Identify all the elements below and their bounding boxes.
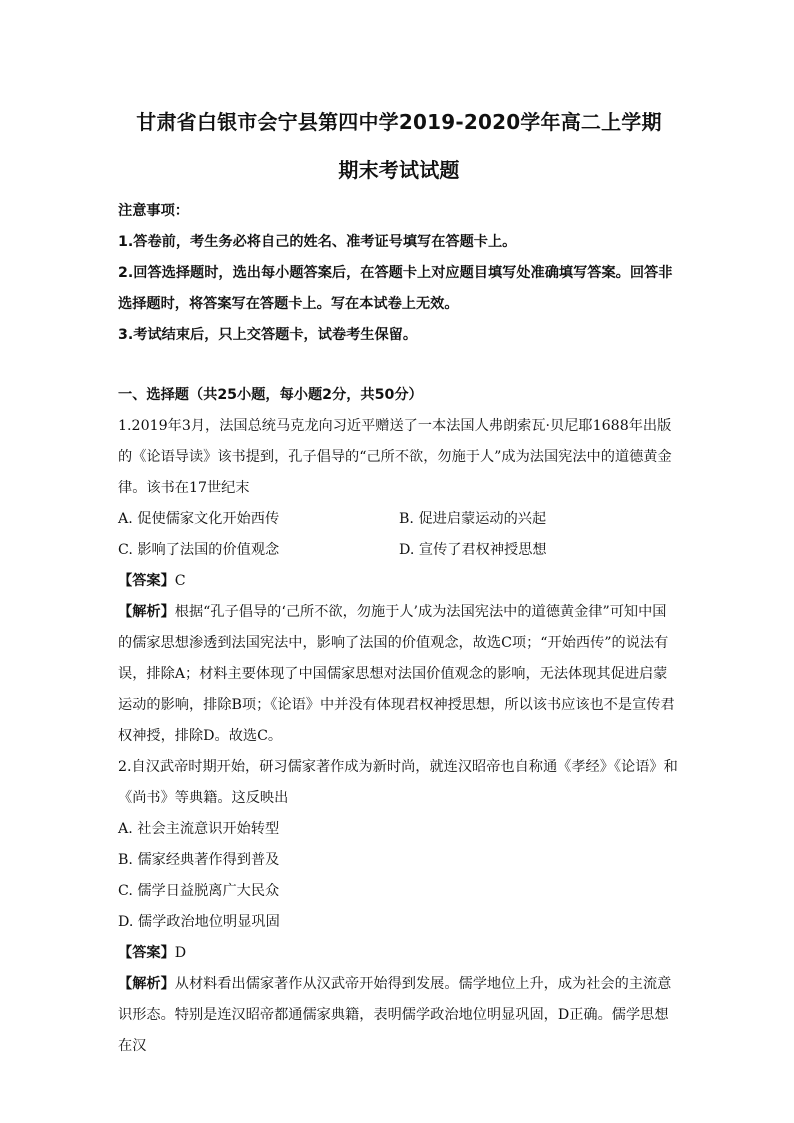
document-title-line1: 甘肃省白银市会宁县第四中学2019-2020学年高二上学期 — [136, 110, 662, 134]
question-2-stem: 2.自汉武帝时期开始，研习儒家著作成为新时尚，就连汉昭帝也自称通《孝经》《论语》和《尚书》等典籍。这反映出 — [118, 759, 678, 806]
question-2-option-d: D. 儒学政治地位明显巩固 — [118, 914, 280, 930]
question-2-option-c: C. 儒学日益脱离广大民众 — [118, 883, 280, 899]
question-2-analysis-label: 【解析】 — [118, 976, 175, 992]
question-1-answer — [118, 566, 680, 597]
notice-item-2: 2.回答选择题时，选出每小题答案后，在答题卡上对应题目填写处准确填写答案。回答非选择题时，将答案写在答题卡上。写在本试卷上无效。 — [118, 265, 673, 312]
question-1-option-c: C. 影响了法国的价值观念 — [118, 542, 280, 558]
question-1-stem: 1.2019年3月，法国总统马克龙向习近平赠送了一本法国人弗朗索瓦·贝尼耶1688年出版的《论语导读》该书提到，孔子倡导的“己所不欲，勿施于人”成为法国宪法中的道德黄金律。该书在17世纪末 — [118, 418, 672, 496]
notice-heading: 注意事项： — [118, 203, 189, 219]
notice-item-3: 3.考试结束后，只上交答题卡，试卷考生保留。 — [118, 327, 418, 343]
question-2-analysis-text: 从材料看出儒家著作从汉武帝开始得到发展。儒学地位上升，成为社会的主流意识形态。特别是连汉昭帝都通儒家典籍，表明儒学政治地位明显巩固，D正确。儒学思想在汉 — [118, 976, 672, 1054]
question-1-answer-label: 【答案】 — [118, 573, 175, 589]
section-heading: 一、选择题（共25小题，每小题2分，共50分） — [118, 387, 423, 403]
question-1-options-row-1 — [118, 504, 680, 535]
question-1-option-a: A. 促使儒家文化开始西传 — [118, 511, 280, 527]
document-title-line2: 期末考试试题 — [338, 158, 460, 182]
question-1-answer-value: C — [174, 573, 186, 589]
question-2-analysis — [118, 969, 680, 1062]
question-1-options-row-2 — [118, 535, 680, 566]
question-2-option-b: B. 儒家经典著作得到普及 — [118, 852, 280, 868]
notice-item-1: 1.答卷前，考生务必将自己的姓名、准考证号填写在答题卡上。 — [118, 234, 517, 250]
question-2-option-a: A. 社会主流意识开始转型 — [118, 821, 280, 837]
question-1-analysis-label: 【解析】 — [118, 604, 175, 620]
document-page — [118, 98, 680, 1062]
question-1-analysis-text: 根据“孔子倡导的‘己所不欲，勿施于人’成为法国宪法中的道德黄金律”可知中国的儒家思想渗透到法国宪法中，影响了法国的价值观念，故选C项；“开始西传”的说法有误，排除A；材料主要体现了中国儒家思想对法国价值观念的影响，无法体现其促进启蒙运动的影响，排除B项；《论语》中并没有体现君权神授思想，所以该书应该也不是宣传君权神授，排除D。故选C。 — [118, 604, 675, 744]
spacer — [118, 351, 680, 380]
question-2-answer — [118, 938, 680, 969]
question-1-option-b: B. 促进启蒙运动的兴起 — [399, 511, 547, 527]
question-1-analysis — [118, 597, 680, 752]
question-2-answer-label: 【答案】 — [118, 945, 175, 961]
question-2-answer-value: D — [174, 945, 187, 961]
question-1-option-d: D. 宣传了君权神授思想 — [399, 542, 547, 558]
